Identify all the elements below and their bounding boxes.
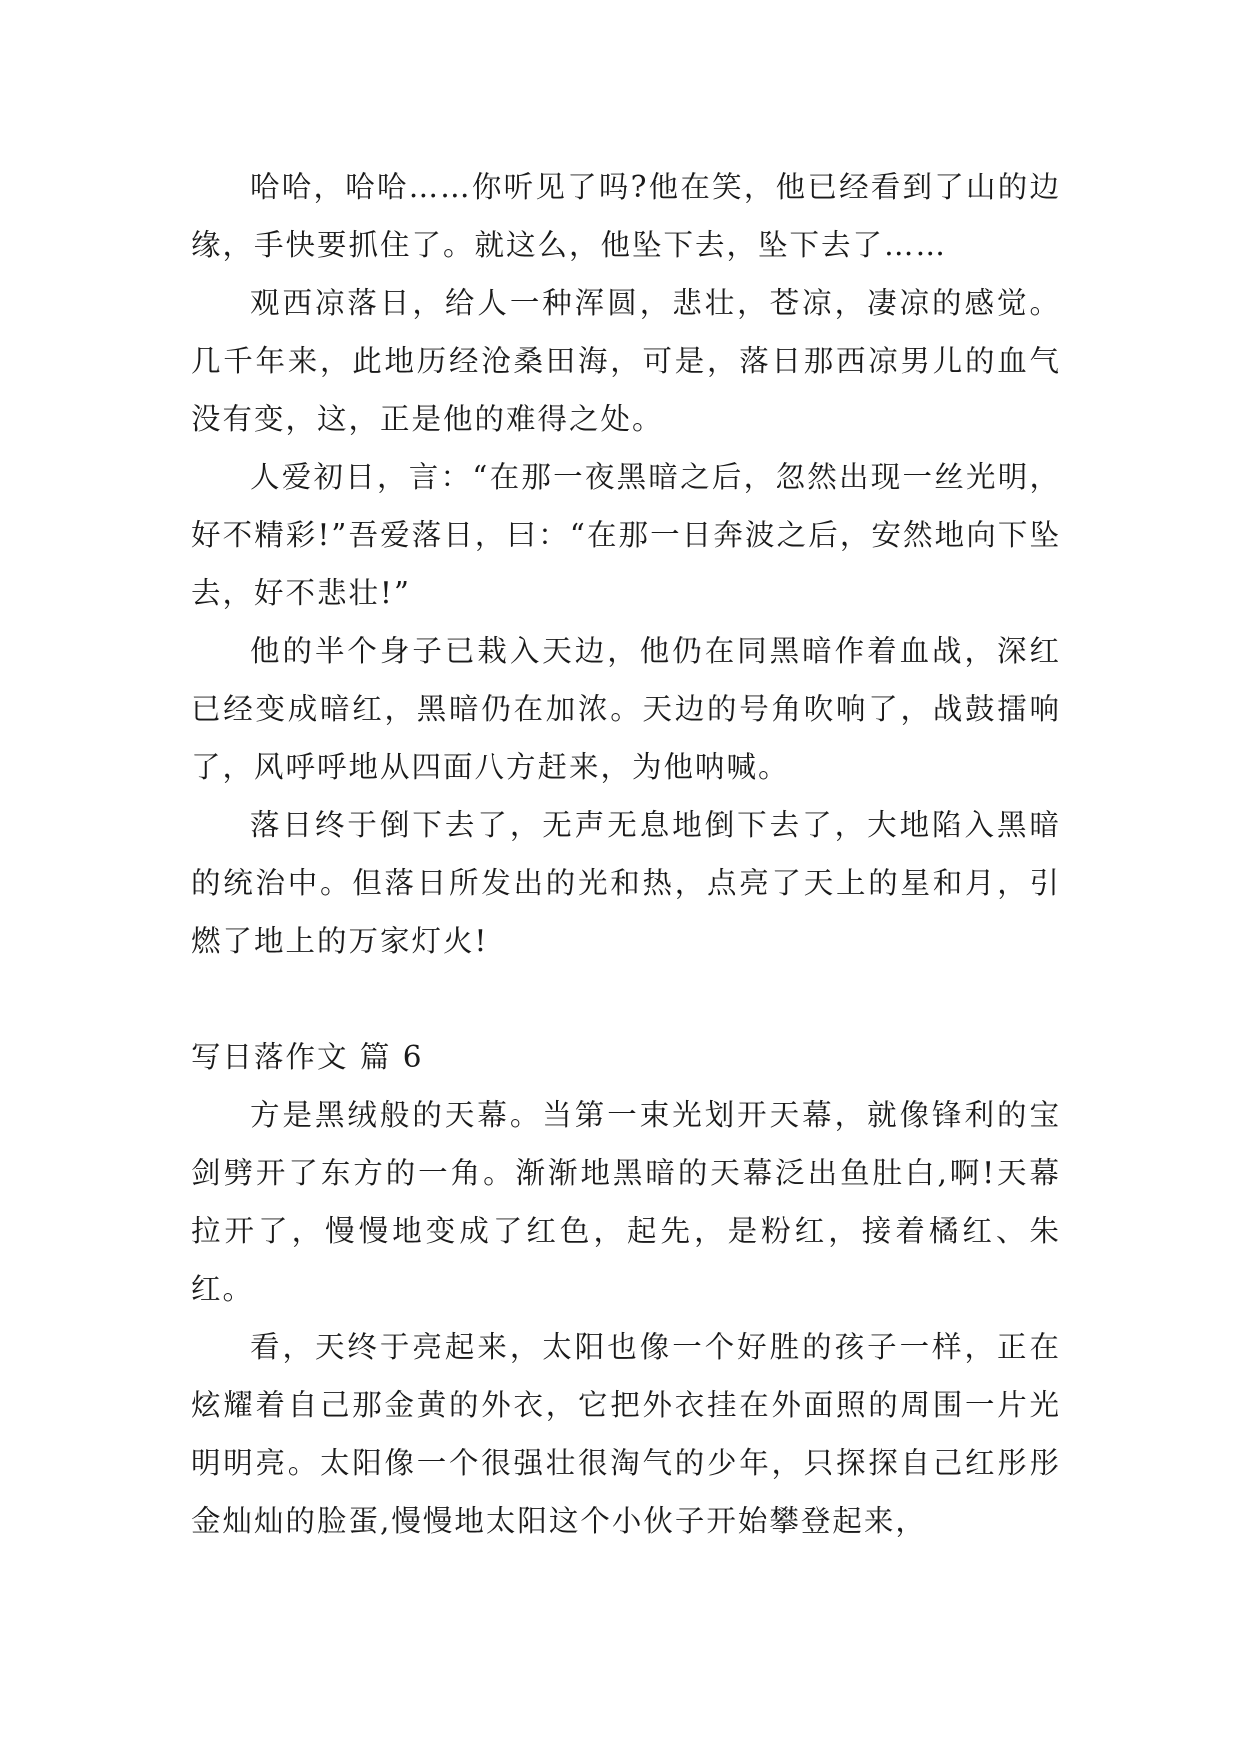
paragraph-laughter: 哈哈，哈哈……你听见了吗?他在笑，他已经看到了山的边缘，手快要抓住了。就这么，他坠下去，坠下去了…… [191, 170, 1061, 262]
paragraph-dawn-sky: 方是黑绒般的天幕。当第一束光划开天幕，就像锋利的宝剑劈开了东方的一角。渐渐地黑暗的天幕泛出鱼肚白,啊!天幕拉开了，慢慢地变成了红色，起先，是粉红，接着橘红、朱红。 [191, 1098, 1061, 1306]
paragraph-sun-rises: 看，天终于亮起来，太阳也像一个好胜的孩子一样，正在炫耀着自己那金黄的外衣，它把外衣挂在外面照的周围一片光明明亮。太阳像一个很强壮很淘气的少年，只探探自己红彤彤金灿灿的脸蛋,慢慢地太阳这个小伙子开始攀登起来， [191, 1330, 1061, 1538]
paragraph-blood-battle: 他的半个身子已栽入天边，他仍在同黑暗作着血战，深红已经变成暗红，黑暗仍在加浓。天边的号角吹响了，战鼓擂响了，风呼呼地从四面八方赶来，为他呐喊。 [191, 634, 1061, 784]
paragraph-xiliang-sunset: 观西凉落日，给人一种浑圆，悲壮，苍凉，凄凉的感觉。几千年来，此地历经沧桑田海，可是，落日那西凉男儿的血气没有变，这，正是他的难得之处。 [191, 286, 1061, 436]
paragraph-love-sunset: 人爱初日，言：“在那一夜黑暗之后，忽然出现一丝光明，好不精彩!”吾爱落日，曰：“在那一日奔波之后，安然地向下坠去，好不悲壮!” [191, 460, 1061, 610]
paragraph-sunset-falls: 落日终于倒下去了，无声无息地倒下去了，大地陷入黑暗的统治中。但落日所发出的光和热，点亮了天上的星和月，引燃了地上的万家灯火! [191, 808, 1061, 958]
document-body [191, 158, 1061, 1550]
section-heading: 写日落作文 篇 6 [191, 1040, 424, 1074]
